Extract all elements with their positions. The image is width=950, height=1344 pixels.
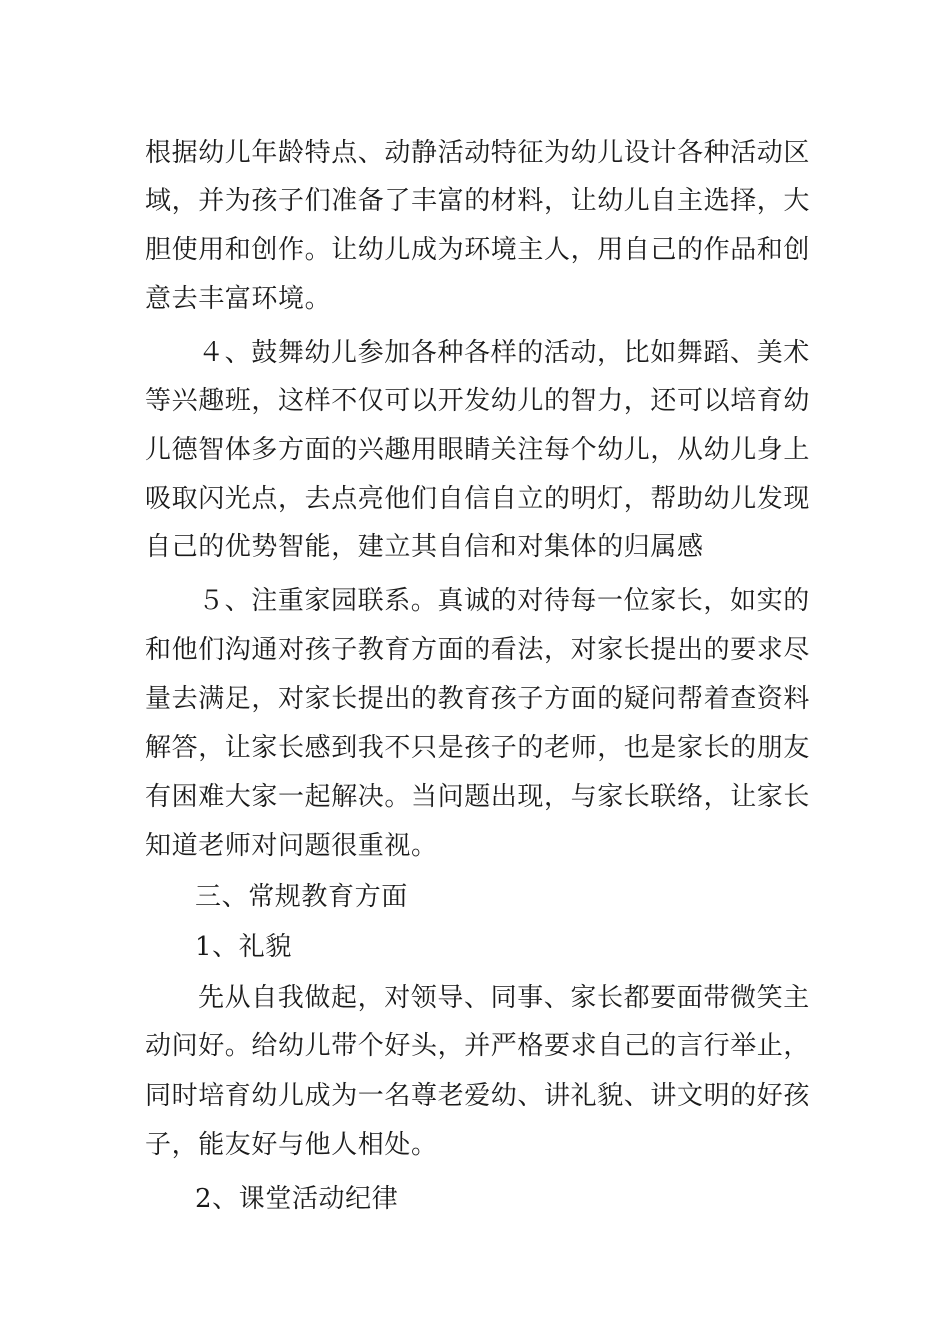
paragraph-line: 先从自我做起，对领导、同事、家长都要面带微笑主 xyxy=(198,983,810,1013)
subsection-heading: 1、礼貌 xyxy=(195,932,292,962)
paragraph-line: 儿德智体多方面的兴趣用眼睛关注每个幼儿，从幼儿身上 xyxy=(145,435,811,465)
paragraph-line: 吸取闪光点，去点亮他们自信自立的明灯，帮助幼儿发现 xyxy=(145,484,811,514)
paragraph-line: 知道老师对问题很重视。 xyxy=(145,831,438,861)
paragraph-line: 胆使用和创作。让幼儿成为环境主人，用自己的作品和创 xyxy=(145,235,811,265)
paragraph-line: 自己的优势智能，建立其自信和对集体的归属感 xyxy=(145,532,704,562)
paragraph-line: 同时培育幼儿成为一名尊老爱幼、讲礼貌、讲文明的好孩 xyxy=(145,1081,811,1111)
paragraph-line: 动问好。给幼儿带个好头，并严格要求自己的言行举止， xyxy=(145,1031,811,1061)
paragraph-line: 根据幼儿年龄特点、动静活动特征为幼儿设计各种活动区 xyxy=(145,138,811,168)
paragraph-line: 量去满足，对家长提出的教育孩子方面的疑问帮着查资料 xyxy=(145,684,811,714)
paragraph-line: 意去丰富环境。 xyxy=(145,284,332,314)
paragraph-line: 子，能友好与他人相处。 xyxy=(145,1130,438,1160)
paragraph-line: 等兴趣班，这样不仅可以开发幼儿的智力，还可以培育幼 xyxy=(145,386,811,416)
section-heading: 三、常规教育方面 xyxy=(195,882,408,912)
paragraph-line: 和他们沟通对孩子教育方面的看法，对家长提出的要求尽 xyxy=(145,635,811,665)
paragraph-line: ５、注重家园联系。真诚的对待每一位家长，如实的 xyxy=(198,586,810,616)
paragraph-line: 解答，让家长感到我不只是孩子的老师，也是家长的朋友 xyxy=(145,733,811,763)
paragraph-line: 有困难大家一起解决。当问题出现，与家长联络，让家长 xyxy=(145,782,811,812)
subsection-heading: 2、课堂活动纪律 xyxy=(195,1184,399,1214)
paragraph-line: ４、鼓舞幼儿参加各种各样的活动，比如舞蹈、美术 xyxy=(198,338,810,368)
paragraph-line: 域，并为孩子们准备了丰富的材料，让幼儿自主选择，大 xyxy=(145,186,811,216)
